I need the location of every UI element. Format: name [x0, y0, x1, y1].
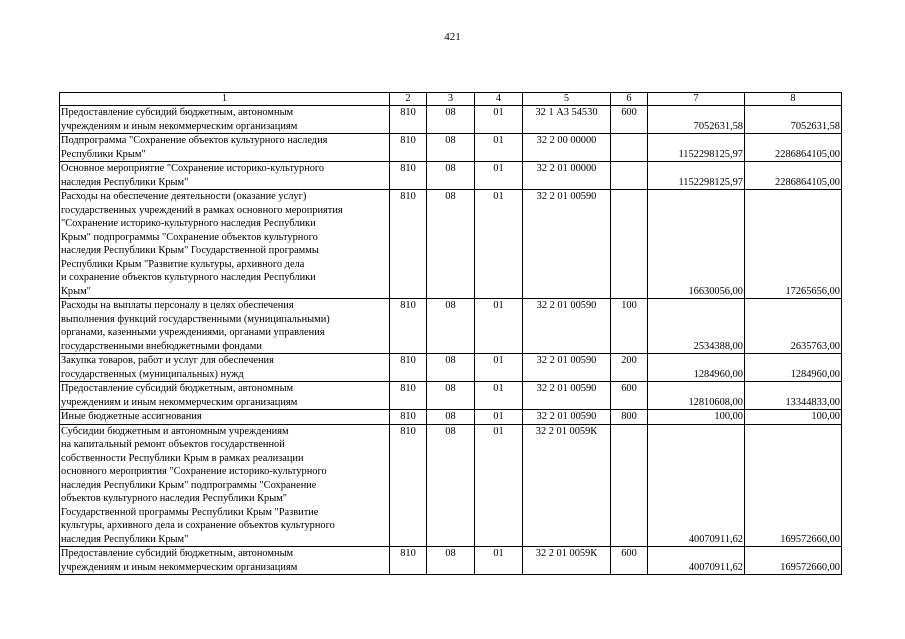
table-row [60, 134, 842, 162]
header-cell: 5 [523, 93, 611, 106]
amount-year-1-cell: 12810608,00 [648, 382, 745, 410]
header-cell: 4 [475, 93, 523, 106]
expense-type-cell: 600 [611, 547, 648, 575]
target-article-cell: 32 2 01 0059К [523, 424, 611, 547]
target-article-cell: 32 1 А3 54530 [523, 106, 611, 134]
subsection-code-cell: 01 [475, 424, 523, 547]
subsection-code-cell: 01 [475, 106, 523, 134]
header-cell: 2 [390, 93, 427, 106]
expense-name-line: Основное мероприятие "Сохранение историко-культурного [61, 163, 325, 174]
subsection-code-cell: 01 [475, 299, 523, 354]
header-cell: 7 [648, 93, 745, 106]
department-code-cell: 810 [390, 354, 427, 382]
expense-name-cell [60, 382, 390, 410]
expense-name-line: учреждениям и иным некоммерческим организациям [61, 396, 298, 408]
expense-name-cell [60, 162, 390, 190]
expense-type-cell: 100 [611, 299, 648, 354]
table-row [60, 299, 842, 354]
expense-name-line: Расходы на выплаты персоналу в целях обеспечения [61, 300, 294, 311]
expense-type-cell [611, 424, 648, 547]
header-cell: 8 [745, 93, 842, 106]
section-code-cell: 08 [427, 299, 475, 354]
amount-year-2-cell: 2286864105,00 [745, 162, 842, 190]
table-row [60, 106, 842, 134]
expense-name-line: Подпрограмма "Сохранение объектов культурного наследия [61, 135, 328, 146]
department-code-cell: 810 [390, 547, 427, 575]
table-row [60, 547, 842, 575]
expense-name-line: органами, казенными учреждениями, органами управления [61, 327, 325, 338]
expense-type-cell: 600 [611, 106, 648, 134]
expense-name-cell [60, 424, 390, 547]
amount-year-1-cell: 1284960,00 [648, 354, 745, 382]
expense-name-cell [60, 410, 390, 425]
expense-name-line: основного мероприятия "Сохранение историко-культурного [61, 466, 327, 477]
header-cell: 1 [60, 93, 390, 106]
department-code-cell: 810 [390, 410, 427, 425]
amount-year-2-cell: 1284960,00 [745, 354, 842, 382]
expense-name-line: Иные бюджетные ассигнования [61, 411, 202, 422]
expense-type-cell [611, 190, 648, 299]
expense-name-line: учреждениям и иным некоммерческим организациям [61, 120, 298, 132]
expense-name-line: наследия Республики Крым" подпрограммы "Сохранение [61, 479, 317, 491]
amount-year-1-cell: 100,00 [648, 410, 745, 425]
table-row [60, 190, 842, 299]
budget-table-body [60, 93, 842, 575]
expense-name-line: собственности Республики Крым в рамках реализации [61, 452, 304, 464]
subsection-code-cell: 01 [475, 354, 523, 382]
department-code-cell: 810 [390, 134, 427, 162]
expense-name-line: Республики Крым" [61, 148, 146, 160]
amount-year-2-cell: 100,00 [745, 410, 842, 425]
target-article-cell: 32 2 01 00000 [523, 162, 611, 190]
expense-name-line: учреждениям и иным некоммерческим организациям [61, 561, 298, 573]
expense-name-line: Закупка товаров, работ и услуг для обеспечения [61, 355, 274, 366]
amount-year-1-cell: 2534388,00 [648, 299, 745, 354]
expense-name-line: государственными внебюджетными фондами [61, 340, 262, 352]
amount-year-2-cell: 2635763,00 [745, 299, 842, 354]
target-article-cell: 32 2 01 00590 [523, 382, 611, 410]
expense-type-cell: 600 [611, 382, 648, 410]
amount-year-2-cell: 7052631,58 [745, 106, 842, 134]
target-article-cell: 32 2 01 00590 [523, 410, 611, 425]
expense-name-line: наследия Республики Крым" Государственной программы [61, 245, 319, 256]
department-code-cell: 810 [390, 299, 427, 354]
table-row [60, 354, 842, 382]
header-cell: 3 [427, 93, 475, 106]
expense-name-line: Предоставление субсидий бюджетным, автономным [61, 107, 294, 118]
department-code-cell: 810 [390, 424, 427, 547]
section-code-cell: 08 [427, 382, 475, 410]
subsection-code-cell: 01 [475, 547, 523, 575]
expense-name-line: "Сохранение историко-культурного наследия Республики [61, 218, 316, 229]
expense-name-line: государственных (муниципальных) нужд [61, 368, 244, 380]
table-row [60, 162, 842, 190]
expense-name-line: культуры, архивного дела и сохранение объектов культурного [61, 520, 335, 531]
target-article-cell: 32 2 01 00590 [523, 354, 611, 382]
department-code-cell: 810 [390, 382, 427, 410]
amount-year-2-cell: 13344833,00 [745, 382, 842, 410]
amount-year-1-cell: 1152298125,97 [648, 162, 745, 190]
amount-year-1-cell: 1152298125,97 [648, 134, 745, 162]
expense-name-line: государственных учреждений в рамках основного мероприятия [61, 204, 343, 216]
expense-name-cell [60, 547, 390, 575]
section-code-cell: 08 [427, 162, 475, 190]
expense-name-line: Государственной программы Республики Крым "Развитие [61, 506, 319, 518]
subsection-code-cell: 01 [475, 134, 523, 162]
section-code-cell: 08 [427, 410, 475, 425]
expense-name-line: наследия Республики Крым" [61, 533, 189, 545]
section-code-cell: 08 [427, 424, 475, 547]
amount-year-1-cell: 7052631,58 [648, 106, 745, 134]
expense-type-cell: 800 [611, 410, 648, 425]
expense-name-line: Крым" [61, 285, 91, 297]
expense-name-cell [60, 190, 390, 299]
expense-name-line: Расходы на обеспечение деятельности (оказание услуг) [61, 191, 307, 202]
subsection-code-cell: 01 [475, 190, 523, 299]
amount-year-2-cell: 169572660,00 [745, 424, 842, 547]
section-code-cell: 08 [427, 134, 475, 162]
expense-name-cell [60, 106, 390, 134]
table-row [60, 382, 842, 410]
expense-name-line: выполнения функций государственными (муниципальными) [61, 313, 330, 325]
target-article-cell: 32 2 01 00590 [523, 299, 611, 354]
amount-year-1-cell: 40070911,62 [648, 547, 745, 575]
amount-year-1-cell: 16630056,00 [648, 190, 745, 299]
expense-name-line: и сохранение объектов культурного наследия Республики [61, 272, 316, 283]
expense-name-line: Республики Крым "Развитие культуры, архивного дела [61, 258, 305, 270]
table-header-row [60, 93, 842, 106]
table-row [60, 410, 842, 425]
amount-year-2-cell: 169572660,00 [745, 547, 842, 575]
section-code-cell: 08 [427, 190, 475, 299]
budget-table [59, 92, 842, 575]
subsection-code-cell: 01 [475, 162, 523, 190]
target-article-cell: 32 2 01 00590 [523, 190, 611, 299]
subsection-code-cell: 01 [475, 410, 523, 425]
department-code-cell: 810 [390, 162, 427, 190]
expense-name-cell [60, 299, 390, 354]
expense-type-cell [611, 162, 648, 190]
amount-year-2-cell: 17265656,00 [745, 190, 842, 299]
target-article-cell: 32 2 01 0059К [523, 547, 611, 575]
expense-name-line: Субсидии бюджетным и автономным учреждениям [61, 425, 289, 437]
section-code-cell: 08 [427, 354, 475, 382]
expense-name-line: на капитальный ремонт объектов государственной [61, 439, 285, 450]
expense-name-line: Предоставление субсидий бюджетным, автономным [61, 548, 294, 559]
expense-name-line: наследия Республики Крым" [61, 176, 189, 188]
department-code-cell: 810 [390, 106, 427, 134]
expense-name-cell [60, 134, 390, 162]
amount-year-2-cell: 2286864105,00 [745, 134, 842, 162]
page-number: 421 [444, 31, 461, 43]
expense-type-cell [611, 134, 648, 162]
expense-name-line: Предоставление субсидий бюджетным, автономным [61, 383, 294, 394]
expense-name-line: объектов культурного наследия Республики Крым" [61, 493, 288, 504]
subsection-code-cell: 01 [475, 382, 523, 410]
table-row [60, 424, 842, 547]
section-code-cell: 08 [427, 106, 475, 134]
expense-name-line: Крым" подпрограммы "Сохранение объектов культурного [61, 231, 318, 243]
header-cell: 6 [611, 93, 648, 106]
department-code-cell: 810 [390, 190, 427, 299]
section-code-cell: 08 [427, 547, 475, 575]
amount-year-1-cell: 40070911,62 [648, 424, 745, 547]
target-article-cell: 32 2 00 00000 [523, 134, 611, 162]
expense-type-cell: 200 [611, 354, 648, 382]
expense-name-cell [60, 354, 390, 382]
